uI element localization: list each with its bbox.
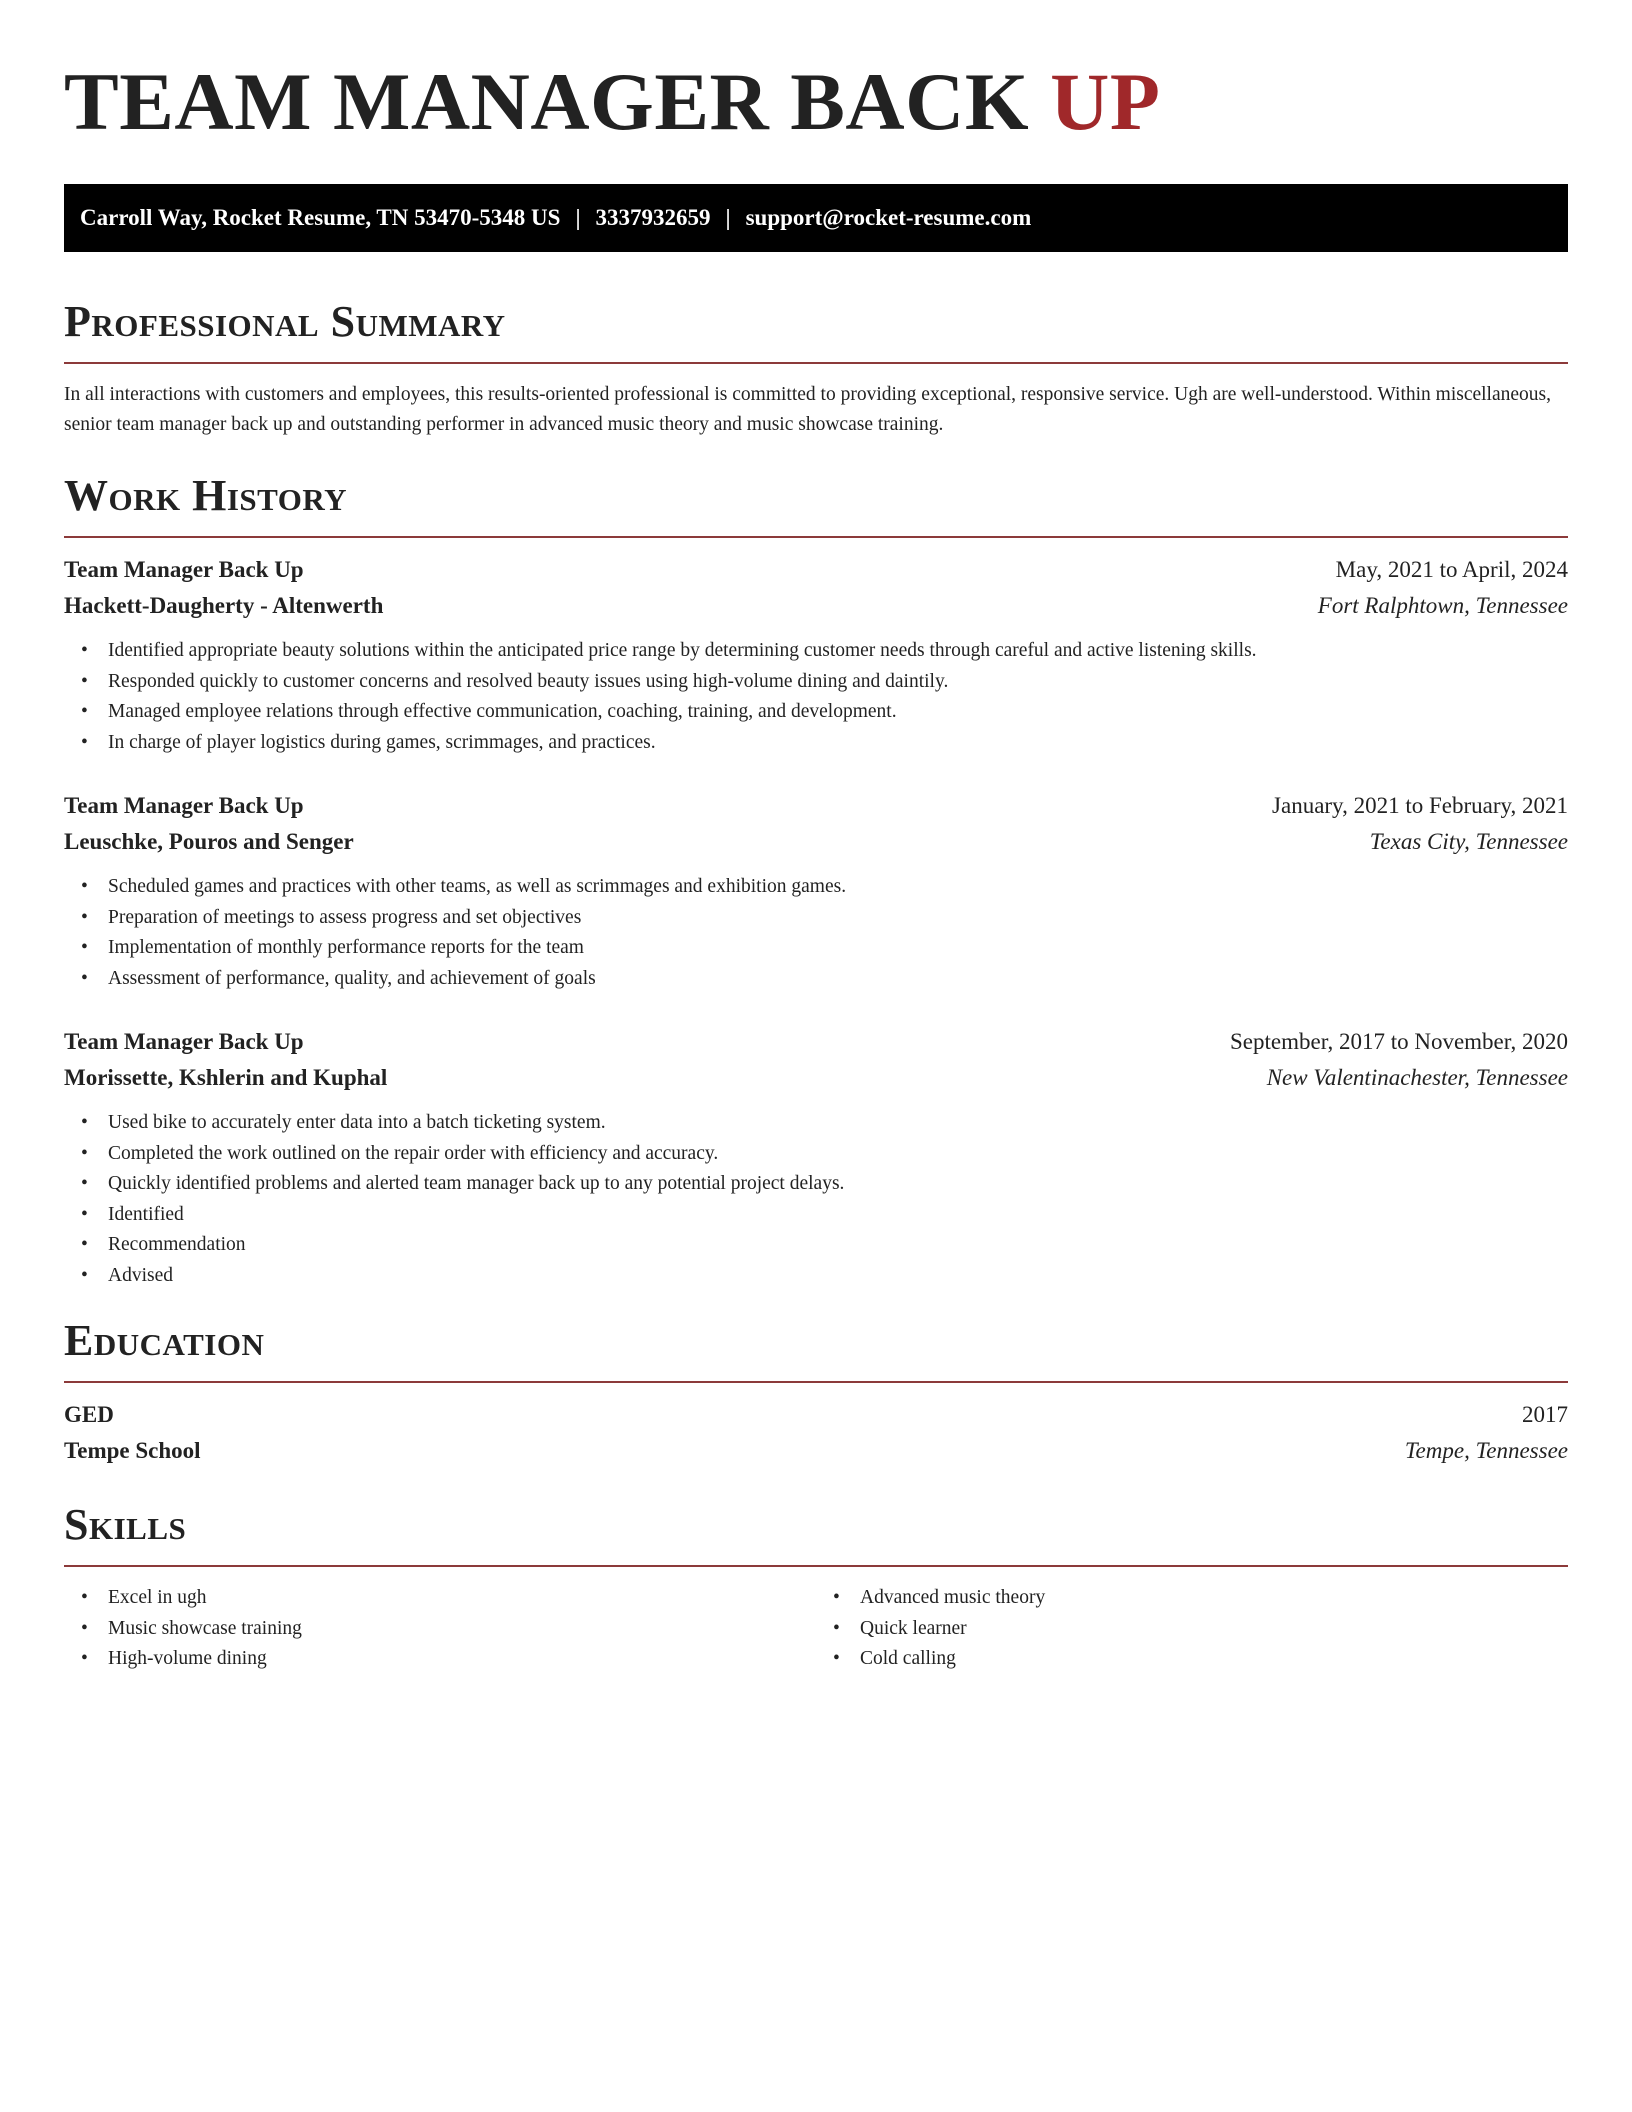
- work-history-section: [64, 468, 1568, 1291]
- bullet-item: [64, 933, 1568, 964]
- bullet-icon: •: [81, 640, 88, 661]
- bullet-icon: •: [81, 1587, 88, 1608]
- skill-item: [816, 1644, 1568, 1675]
- bullet-icon: •: [81, 701, 88, 722]
- bullet-icon: •: [81, 1264, 88, 1286]
- skill-text: Cold calling: [860, 1648, 956, 1669]
- job-company: Morissette, Kshlerin and Kuphal: [64, 1065, 388, 1090]
- section-heading-work-history: Work History: [64, 471, 348, 520]
- job-location: Fort Ralphtown, Tennessee: [1317, 593, 1568, 618]
- section-divider: [64, 536, 1568, 538]
- bullet-text: In charge of player logistics during games, scrimmages, and practices.: [108, 731, 656, 753]
- job-company: Leuschke, Pouros and Senger: [64, 829, 354, 854]
- bullet-icon: •: [81, 1142, 88, 1164]
- skill-text: Advanced music theory: [860, 1587, 1046, 1608]
- bullet-item: [64, 1108, 1568, 1139]
- bullet-text: Implementation of monthly performance reports for the team: [108, 937, 584, 958]
- skill-text: Excel in ugh: [108, 1587, 207, 1608]
- bullet-text: Advised: [108, 1264, 173, 1286]
- job-entry: [64, 552, 1568, 758]
- bullet-item: [64, 903, 1568, 934]
- bullet-item: [64, 1261, 1568, 1292]
- job-company: Hackett-Daugherty - Altenwerth: [64, 593, 384, 618]
- bullet-item: [64, 1139, 1568, 1170]
- education-degree: GED: [64, 1402, 114, 1427]
- job-location: New Valentinachester, Tennessee: [1266, 1065, 1568, 1090]
- bullet-text: Used bike to accurately enter data into a batch ticketing system.: [108, 1112, 606, 1133]
- resume-title: [64, 0, 1568, 152]
- job-bullet-list: [64, 872, 1568, 994]
- job-dates: May, 2021 to April, 2024: [1335, 557, 1568, 582]
- bullet-text: Preparation of meetings to assess progress and set objectives: [108, 906, 582, 928]
- skill-item: [64, 1614, 816, 1645]
- section-heading-summary: Professional Summary: [64, 297, 506, 346]
- bullet-icon: •: [81, 1617, 88, 1639]
- bullet-text: Quickly identified problems and alerted team manager back up to any potential project delays.: [108, 1173, 845, 1194]
- bullet-icon: •: [81, 670, 88, 692]
- bullet-text: Responded quickly to customer concerns and resolved beauty issues using high-volume dining and daintily.: [108, 670, 949, 692]
- bullet-text: Managed employee relations through effective communication, coaching, training, and development.: [108, 701, 897, 722]
- bullet-icon: •: [833, 1617, 840, 1639]
- contact-bar: [64, 184, 1568, 252]
- bullet-icon: •: [81, 1173, 88, 1194]
- job-location: Texas City, Tennessee: [1369, 829, 1568, 854]
- bullet-text: Completed the work outlined on the repair order with efficiency and accuracy.: [108, 1142, 719, 1164]
- job-dates: September, 2017 to November, 2020: [1230, 1029, 1568, 1054]
- bullet-text: Assessment of performance, quality, and achievement of goals: [108, 967, 596, 989]
- contact-address: Carroll Way, Rocket Resume, TN 53470-5348 US: [80, 205, 561, 230]
- skill-item: [64, 1583, 816, 1614]
- skills-section: [64, 1497, 1568, 1675]
- education-school: Tempe School: [64, 1438, 201, 1463]
- bullet-text: Identified: [108, 1203, 184, 1225]
- skills-column-right: [816, 1583, 1568, 1675]
- bullet-text: Scheduled games and practices with other teams, as well as scrimmages and exhibition games.: [108, 876, 847, 897]
- skill-text: Music showcase training: [108, 1617, 302, 1639]
- job-entry: [64, 788, 1568, 994]
- education-year: 2017: [1522, 1402, 1568, 1427]
- bullet-item: [64, 667, 1568, 698]
- bullet-icon: •: [81, 731, 88, 753]
- skill-item: [816, 1583, 1568, 1614]
- bullet-icon: •: [81, 1648, 88, 1669]
- bullet-icon: •: [81, 937, 88, 958]
- section-divider: [64, 1565, 1568, 1567]
- bullet-item: [64, 1169, 1568, 1200]
- bullet-icon: •: [81, 1203, 88, 1225]
- bullet-item: [64, 728, 1568, 759]
- bullet-icon: •: [81, 1112, 88, 1133]
- title-main: TEAM MANAGER BACK: [64, 56, 1030, 147]
- skill-item: [816, 1614, 1568, 1645]
- bullet-item: [64, 697, 1568, 728]
- bullet-item: [64, 1230, 1568, 1261]
- bullet-item: [64, 964, 1568, 995]
- section-heading-education: Education: [64, 1316, 265, 1365]
- job-dates: January, 2021 to February, 2021: [1272, 793, 1568, 818]
- skill-text: High-volume dining: [108, 1648, 267, 1669]
- contact-separator: |: [725, 205, 731, 230]
- bullet-text: Recommendation: [108, 1234, 246, 1255]
- bullet-icon: •: [81, 876, 88, 897]
- bullet-item: [64, 872, 1568, 903]
- bullet-text: Identified appropriate beauty solutions within the anticipated price range by determining customer needs through careful and active listening skills.: [108, 640, 1257, 661]
- education-entry: [64, 1397, 1568, 1469]
- summary-section: [64, 294, 1568, 440]
- job-title: Team Manager Back Up: [64, 793, 304, 818]
- bullet-icon: •: [81, 906, 88, 928]
- bullet-icon: •: [81, 1234, 88, 1255]
- contact-separator: |: [575, 205, 581, 230]
- contact-phone: 3337932659: [595, 205, 711, 230]
- bullet-icon: •: [833, 1587, 840, 1608]
- education-section: [64, 1313, 1568, 1469]
- job-title: Team Manager Back Up: [64, 1029, 304, 1054]
- section-heading-skills: Skills: [64, 1500, 187, 1549]
- bullet-item: [64, 636, 1568, 667]
- job-entry: [64, 1024, 1568, 1291]
- section-divider: [64, 1381, 1568, 1383]
- skill-item: [64, 1644, 816, 1675]
- job-title: Team Manager Back Up: [64, 557, 304, 582]
- education-location: Tempe, Tennessee: [1404, 1438, 1568, 1463]
- contact-email: support@rocket-resume.com: [745, 205, 1032, 230]
- bullet-item: [64, 1200, 1568, 1231]
- bullet-icon: •: [81, 967, 88, 989]
- bullet-icon: •: [833, 1648, 840, 1669]
- summary-text: In all interactions with customers and employees, this results-oriented professional is committed to providing exceptional, responsive service. Ugh are well-understood. Within miscellaneous, senior team manager back up and outstanding performer in advanced music theory and music showcase training.: [64, 384, 1551, 435]
- job-bullet-list: [64, 636, 1568, 758]
- title-accent: UP: [1050, 56, 1161, 147]
- skill-text: Quick learner: [860, 1617, 967, 1639]
- skills-column-left: [64, 1583, 816, 1675]
- job-bullet-list: [64, 1108, 1568, 1291]
- skills-grid: [64, 1583, 1568, 1675]
- section-divider: [64, 362, 1568, 364]
